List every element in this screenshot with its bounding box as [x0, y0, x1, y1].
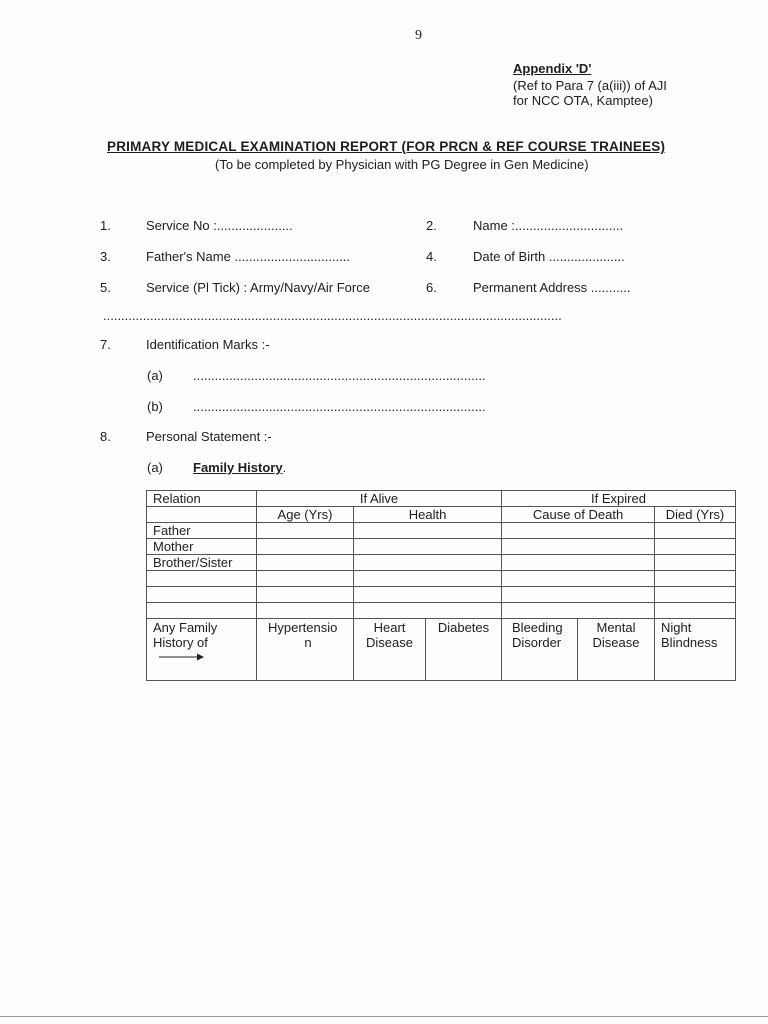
- service-no-field: Service No :.....................: [146, 218, 293, 233]
- table-cell: [354, 571, 502, 587]
- table-cell: [354, 523, 502, 539]
- table-cell: [257, 523, 354, 539]
- identification-mark-b-line: .................................................................................: [193, 399, 486, 414]
- heart-disease-label-1: Heart: [373, 620, 406, 635]
- any-family-history-label-1: Any Family: [153, 620, 218, 635]
- name-field: Name :..............................: [473, 218, 624, 233]
- bleeding-disorder-cell: [502, 619, 578, 681]
- diabetes-label: Diabetes: [437, 620, 490, 635]
- diabetes-cell: [426, 619, 502, 681]
- if-expired-header: If Expired: [502, 491, 736, 507]
- table-row: [147, 523, 736, 539]
- hypertension-cell: [257, 619, 354, 681]
- age-header: Age (Yrs): [257, 507, 354, 523]
- health-header: Health: [354, 507, 502, 523]
- heart-disease-label-2: Disease: [366, 635, 413, 650]
- table-cell: [257, 555, 354, 571]
- service-field: Service (Pl Tick) : Army/Navy/Air Force: [146, 280, 370, 295]
- family-history-suffix: .: [282, 460, 287, 475]
- right-arrow-icon: [153, 652, 205, 662]
- any-family-history-label-2: History of: [153, 635, 208, 650]
- family-history-heading: [193, 460, 286, 475]
- page-number: 9: [415, 28, 422, 43]
- report-subtitle: (To be completed by Physician with PG Degree in Gen Medicine): [215, 157, 589, 172]
- table-subheader-row: [147, 507, 736, 523]
- heart-disease-cell: [354, 619, 426, 681]
- report-title: PRIMARY MEDICAL EXAMINATION REPORT (FOR PRCN & REF COURSE TRAINEES): [107, 139, 666, 154]
- identification-marks-label: Identification Marks :-: [146, 337, 270, 352]
- table-row: [147, 555, 736, 571]
- table-cell: [655, 523, 736, 539]
- mental-disease-label-1: Mental: [596, 620, 636, 635]
- table-cell: [502, 539, 655, 555]
- night-blindness-label-2: Blindness: [661, 635, 718, 650]
- appendix-title: Appendix 'D': [513, 61, 592, 76]
- mental-disease-cell: [578, 619, 655, 681]
- field-number: 4.: [426, 249, 437, 264]
- table-row: [147, 571, 736, 587]
- table-cell: [655, 603, 736, 619]
- table-cell: [354, 539, 502, 555]
- table-cell: [655, 539, 736, 555]
- relation-header: Relation: [147, 491, 257, 507]
- bleeding-disorder-label-2: Disorder: [512, 635, 562, 650]
- permanent-address-field: Permanent Address ...........: [473, 280, 631, 295]
- bottom-divider: [0, 1016, 768, 1017]
- personal-statement-label: Personal Statement :-: [146, 429, 272, 444]
- table-cell: [354, 587, 502, 603]
- mental-disease-label-2: Disease: [592, 635, 640, 650]
- any-family-history-cell: [147, 619, 257, 681]
- table-cell: [354, 603, 502, 619]
- sub-item-label: (b): [147, 399, 163, 414]
- field-number: 2.: [426, 218, 437, 233]
- table-cell: [257, 539, 354, 555]
- date-of-birth-field: Date of Birth .....................: [473, 249, 625, 264]
- field-number: 1.: [100, 218, 111, 233]
- table-cell: [257, 571, 354, 587]
- table-cell: [655, 571, 736, 587]
- field-number: 8.: [100, 429, 111, 444]
- if-alive-header: If Alive: [257, 491, 502, 507]
- table-row: [147, 587, 736, 603]
- table-cell: [502, 555, 655, 571]
- table-cell: [655, 555, 736, 571]
- field-number: 6.: [426, 280, 437, 295]
- relation-cell: [147, 571, 257, 587]
- appendix-ref-line-1: (Ref to Para 7 (a(iii)) of AJI: [513, 78, 667, 93]
- night-blindness-cell: [655, 619, 736, 681]
- table-cell: [502, 603, 655, 619]
- relation-cell: Father: [147, 523, 257, 539]
- table-cell: [354, 555, 502, 571]
- table-cell: [502, 571, 655, 587]
- address-continuation-line: ...............................................................................................................................: [103, 308, 562, 323]
- cause-of-death-header: Cause of Death: [502, 507, 655, 523]
- hypertension-label-1: Hypertensio: [268, 620, 338, 635]
- table-cell: [502, 587, 655, 603]
- table-row: [147, 603, 736, 619]
- family-history-title: Family History: [193, 460, 283, 475]
- relation-cell: Brother/Sister: [147, 555, 257, 571]
- identification-mark-a-line: .................................................................................: [193, 368, 486, 383]
- field-number: 3.: [100, 249, 111, 264]
- family-history-table: [146, 490, 736, 681]
- bleeding-disorder-label-1: Bleeding: [512, 620, 563, 635]
- field-number: 5.: [100, 280, 111, 295]
- relation-cell: Mother: [147, 539, 257, 555]
- relation-cell: [147, 603, 257, 619]
- table-cell: [502, 523, 655, 539]
- appendix-ref-line-2: for NCC OTA, Kamptee): [513, 93, 653, 108]
- table-cell: [655, 587, 736, 603]
- table-cell: [257, 603, 354, 619]
- table-cell: [147, 507, 257, 523]
- relation-cell: [147, 587, 257, 603]
- died-header: Died (Yrs): [655, 507, 736, 523]
- table-row: [147, 539, 736, 555]
- sub-item-label: (a): [147, 368, 163, 383]
- field-number: 7.: [100, 337, 111, 352]
- fathers-name-field: Father's Name ................................: [146, 249, 351, 264]
- table-header-row: [147, 491, 736, 507]
- table-cell: [257, 587, 354, 603]
- night-blindness-label-1: Night: [661, 620, 692, 635]
- sub-item-label: (a): [147, 460, 163, 475]
- hypertension-label-2: n: [304, 635, 312, 650]
- family-history-conditions-row: [147, 619, 736, 681]
